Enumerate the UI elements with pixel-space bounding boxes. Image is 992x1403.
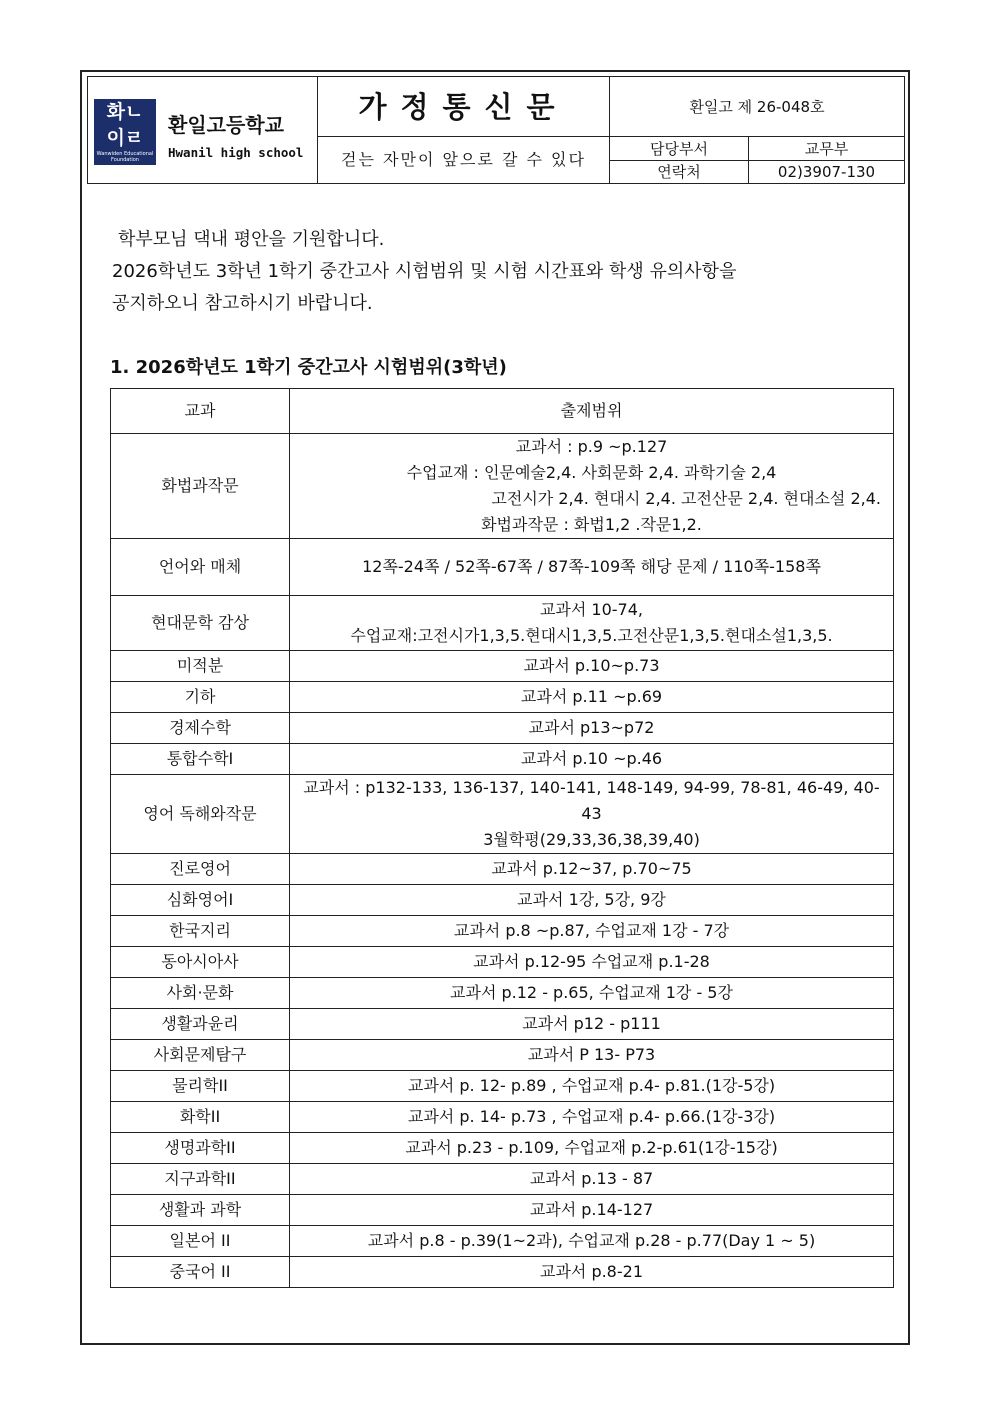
range-cell (290, 1195, 894, 1226)
subject-cell: 한국지리 (111, 916, 290, 947)
table-row (111, 713, 894, 744)
school-logo-cell (88, 77, 318, 183)
subject-cell: 중국어 II (111, 1257, 290, 1288)
column-header-subject: 교과 (111, 389, 290, 434)
range-line: 교과서 p.12-95 수업교재 p.1-28 (473, 952, 710, 971)
range-cell (290, 1071, 894, 1102)
intro-line: 공지하오니 참고하시기 바랍니다. (112, 293, 373, 314)
range-line: 3월학평(29,33,36,38,39,40) (483, 830, 700, 849)
subject-cell: 미적분 (111, 651, 290, 682)
school-name-english: Hwanil high school (168, 145, 304, 160)
table-row (111, 434, 894, 539)
table-row (111, 947, 894, 978)
school-logo: 화ㄴ 이ㄹ Wanwiden Educational Foundation (94, 99, 156, 165)
range-line: 화법과작문 : 화법1,2 .작문1,2. (481, 515, 702, 534)
range-line: 교과서 p12 - p111 (522, 1014, 661, 1033)
intro-text (112, 224, 736, 320)
range-cell (290, 1040, 894, 1071)
range-line: 교과서 p13~p72 (528, 718, 655, 737)
range-cell (290, 1164, 894, 1195)
school-motto: 걷는 자만이 앞으로 갈 수 있다 (318, 137, 610, 183)
range-line: 교과서 p. 14- p.73 , 수업교재 p.4- p.66.(1강-3강) (407, 1107, 776, 1126)
range-cell (290, 978, 894, 1009)
contact-label: 연락처 (610, 160, 749, 183)
range-line: 교과서 p.13 - 87 (529, 1169, 654, 1188)
subject-cell: 통합수학Ⅰ (111, 744, 290, 775)
subject-cell: 사회·문화 (111, 978, 290, 1009)
contact-info (610, 137, 904, 183)
subject-cell: 화학II (111, 1102, 290, 1133)
table-row (111, 539, 894, 596)
document-title: 가정통신문 (318, 77, 610, 137)
table-row (111, 1195, 894, 1226)
subject-cell: 기하 (111, 682, 290, 713)
subject-cell: 생활과 과학 (111, 1195, 290, 1226)
table-row (111, 916, 894, 947)
table-row (111, 854, 894, 885)
table-row (111, 682, 894, 713)
range-line: 12쪽-24쪽 / 52쪽-67쪽 / 87쪽-109쪽 해당 문제 / 110쪽-158쪽 (362, 557, 821, 576)
table-row (111, 1040, 894, 1071)
range-cell (290, 916, 894, 947)
range-cell (290, 885, 894, 916)
table-row (111, 1164, 894, 1195)
range-cell (290, 682, 894, 713)
subject-cell: 경제수학 (111, 713, 290, 744)
range-line: 교과서 p.8 - p.39(1~2과), 수업교재 p.28 - p.77(Day 1 ~ 5) (367, 1231, 816, 1250)
subject-cell: 일본어 II (111, 1226, 290, 1257)
range-cell (290, 744, 894, 775)
table-row (111, 1102, 894, 1133)
range-line: 교과서 p.8 ~p.87, 수업교재 1강 - 7강 (453, 921, 730, 940)
range-line: 교과서 p.8-21 (539, 1262, 643, 1281)
range-line: 교과서 : p.9 ~p.127 (515, 437, 668, 456)
range-line: 수업교재:고전시가1,3,5.현대시1,3,5.고전산문1,3,5.현대소설1,3,5. (350, 626, 833, 645)
subject-cell: 생명과학II (111, 1133, 290, 1164)
subject-cell: 사회문제탐구 (111, 1040, 290, 1071)
subject-cell: 화법과작문 (111, 434, 290, 539)
range-cell (290, 947, 894, 978)
table-row (111, 596, 894, 651)
range-line: 교과서 p.23 - p.109, 수업교재 p.2-p.61(1강-15강) (405, 1138, 778, 1157)
section-title: 1. 2026학년도 1학기 중간고사 시험범위(3학년) (110, 357, 507, 378)
dept-value: 교무부 (749, 137, 905, 160)
range-cell (290, 434, 894, 539)
range-line: 교과서 p.10~p.73 (523, 656, 660, 675)
table-row (111, 1257, 894, 1288)
range-cell (290, 1009, 894, 1040)
exam-range-table (110, 388, 894, 1288)
subject-cell: 진로영어 (111, 854, 290, 885)
subject-cell: 생활과윤리 (111, 1009, 290, 1040)
table-row (111, 1133, 894, 1164)
subject-cell: 동아시아사 (111, 947, 290, 978)
range-line: 교과서 p.12 - p.65, 수업교재 1강 - 5강 (450, 983, 733, 1002)
range-line: 교과서 10-74, (539, 600, 644, 619)
table-row (111, 651, 894, 682)
subject-cell: 언어와 매체 (111, 539, 290, 596)
range-cell (290, 1226, 894, 1257)
subject-cell: 영어 독해와작문 (111, 775, 290, 854)
table-row (111, 1071, 894, 1102)
table-row (111, 744, 894, 775)
range-line: 교과서 P 13- P73 (527, 1045, 656, 1064)
range-cell (290, 1102, 894, 1133)
range-line: 교과서 p.12~37, p.70~75 (491, 859, 692, 878)
range-line: 수업교재 : 인문예술2,4. 사회문화 2,4. 과학기술 2,4 (406, 463, 777, 482)
dept-label: 담당부서 (610, 137, 749, 160)
contact-value: 02)3907-130 (749, 160, 905, 183)
range-cell (290, 651, 894, 682)
range-line: 교과서 p.14-127 (529, 1200, 654, 1219)
column-header-range: 출제범위 (290, 389, 894, 434)
range-line: 교과서 p. 12- p.89 , 수업교재 p.4- p.81.(1강-5강) (407, 1076, 776, 1095)
table-row (111, 885, 894, 916)
intro-line: 2026학년도 3학년 1학기 중간고사 시험범위 및 시험 시간표와 학생 유의사항을 (112, 261, 737, 282)
table-row (111, 1226, 894, 1257)
table-row (111, 775, 894, 854)
range-cell (290, 1133, 894, 1164)
range-cell (290, 596, 894, 651)
range-cell (290, 854, 894, 885)
range-cell (290, 713, 894, 744)
range-line: 교과서 : p132-133, 136-137, 140-141, 148-149, 94-99, 78-81, 46-49, 40-43 (303, 778, 880, 823)
table-row (111, 978, 894, 1009)
intro-line: 학부모님 댁내 평안을 기원합니다. (118, 229, 385, 250)
issue-number: 환일고 제 26-048호 (610, 77, 904, 137)
subject-cell: 심화영어Ⅰ (111, 885, 290, 916)
range-cell (290, 775, 894, 854)
range-line: 교과서 1강, 5강, 9강 (517, 890, 666, 909)
range-cell (290, 539, 894, 596)
subject-cell: 지구과학II (111, 1164, 290, 1195)
range-line: 고전시가 2,4. 현대시 2,4. 고전산문 2,4. 현대소설 2,4. (491, 489, 881, 508)
table-row (111, 1009, 894, 1040)
range-cell (290, 1257, 894, 1288)
range-line: 교과서 p.10 ~p.46 (520, 749, 663, 768)
letter-header (87, 76, 905, 184)
subject-cell: 물리학II (111, 1071, 290, 1102)
school-name: 환일고등학교 (168, 113, 284, 137)
subject-cell: 현대문학 감상 (111, 596, 290, 651)
range-line: 교과서 p.11 ~p.69 (520, 687, 663, 706)
